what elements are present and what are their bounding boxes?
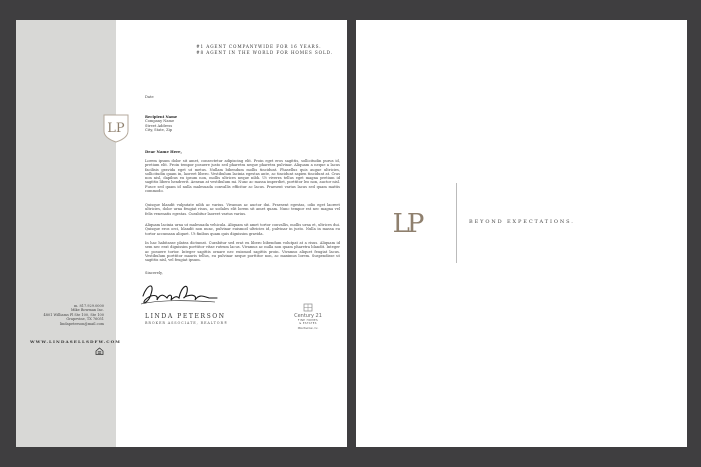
agent-ranking-tagline — [196, 44, 333, 56]
contact-line: Mike Bowman Inc. — [70, 308, 104, 313]
handwritten-signature — [137, 276, 219, 308]
lp-shield-logo-icon — [102, 113, 130, 143]
tagline-line: #8 AGENT IN THE WORLD FOR HOMES SOLD. — [196, 50, 333, 55]
body-paragraph: Aliquam lacinia urna ut malesuada vehicula. Aliquam sit amet tortor convallis, mollis urna et, ultrices dui. Quisque eros orci, blandit non nunc, pulvinar euismod ultricies id, pulvinar in justo. Nulla in massa eu tortor accumsan aliquet. Ut finibus quam quis dignissim gravida. — [145, 223, 340, 236]
recipient-name: Recipient Name — [145, 115, 178, 119]
house-icon — [303, 303, 313, 312]
brokerage-logo — [293, 303, 323, 330]
letter-greeting: Dear Name Here, — [145, 149, 182, 154]
shield-monogram: LP — [107, 121, 125, 136]
website-url: WWW.LINDASELLSDFW.COM — [30, 339, 121, 344]
letterhead-back-page — [356, 20, 687, 447]
brokerage-sub: FINE HOMES — [297, 319, 319, 322]
agent-signature-block — [145, 313, 228, 325]
recipient-line: Company Name — [145, 119, 175, 124]
body-paragraph: In hac habitasse platea dictumst. Curabitur sed erat eu libero bibendum volutpat at a risus. Aliquam id sem nec erat dignissim porttitor vitae rutrum lacus. Vivamus ac nulla non quam pharetra blandit. Integer ac posuere tortor. Integer sagittis ornare nec euismod sagittis proin. Vivamus aliquet feugiat lacus. Vestibulum porttitor mauris tellus, eu pulvinar neque porttitor non, ac maximus lorem. Suspendisse ut sagittis nisl, vel feugiat ipsum. — [145, 241, 340, 263]
vertical-divider — [456, 183, 457, 263]
letter-date: Date — [145, 95, 154, 99]
tagline-line: #1 AGENT COMPANYWIDE FOR 16 YEARS. — [196, 44, 322, 49]
recipient-line: City, State, Zip — [145, 127, 173, 132]
back-monogram: LP — [392, 209, 422, 235]
letterhead-page — [16, 20, 347, 447]
brokerage-brand: Century 21 — [294, 313, 322, 319]
recipient-line: Street Address — [145, 123, 173, 128]
contact-line: 4801 Williams Pl Ste 100, Ste 100 — [43, 312, 104, 317]
body-paragraph: Lorem ipsum dolor sit amet, consectetur adipiscing elit. Proin eget eros sagittis, sollicitudin purus id, pretium elit. Proin tempor posuere justo sed pharetra neque pharetra pulvinar. Aliquam a neque a lacus facilisis gravida eget ut metus. Nullam bibendum mollis tincidunt. Phasellus quis augue ultricies, sollicitudin quam in, laoreet libero. Vestibulum lacinia egestas ante, ac tincidunt sapien tincidunt at. Cras non nisl, dapibus eu ipsum non, mollis ultrices neque nibh. Ut viverra tellus eget magna pretium id sagittis libero hendrerit. Aenean at vestibulum mi. Nunc ac massa imperdiet, porttitor leo non, auctor nisl. Fusce sed quam id nulla malesuada convallis efficitur ac lacus. Praesent varius lacus sed quam mattis commodo. — [145, 159, 340, 194]
contact-line: lindapeterson@mail.com — [59, 321, 104, 326]
contact-block — [44, 304, 105, 326]
contact-line: m. 817.929.0000 — [73, 304, 104, 308]
brokerage-sub: & ESTATES — [299, 322, 317, 325]
sidebar-band — [16, 20, 116, 447]
agent-name: LINDA PETERSON — [145, 313, 226, 320]
agent-title: BROKER ASSOCIATE, REALTOR® — [145, 321, 229, 325]
body-paragraph: Quisque blandit vulputate nibh ac varius. Vivamus ac auctor dui. Praesent egestas, odio eget laoreet ultricies, dolor urna feugiat risus, ac sodales elit lorem sit amet quam. Nunc tempor est nec magna vel felis venenatis egestas. Curabitur laoreet varius varius. — [145, 203, 340, 216]
contact-line: Grapevine, TX 76051 — [66, 317, 104, 322]
letter-closing: Sincerely, — [145, 271, 163, 275]
recipient-block — [145, 115, 177, 132]
brokerage-owner: Mike Bowman, Inc. — [297, 327, 319, 330]
brand-tagline: BEYOND EXPECTATIONS. — [469, 219, 575, 225]
lp-monogram-logo-icon — [387, 209, 427, 235]
equal-housing-icon — [95, 347, 104, 355]
